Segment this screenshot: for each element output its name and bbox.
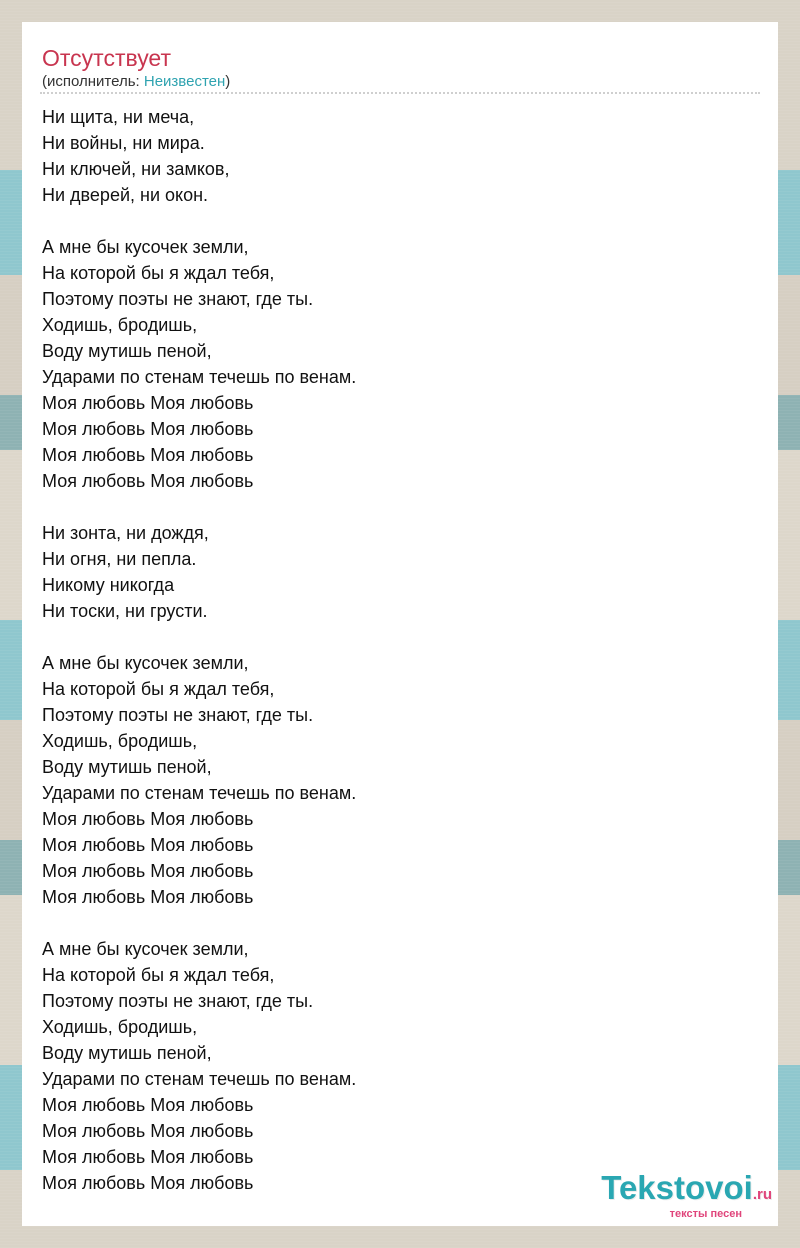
lyric-line: Ни тоски, ни грусти. [42, 601, 208, 621]
lyric-line: Ударами по стенам течешь по венам. [42, 1069, 357, 1089]
lyric-line: Поэтому поэты не знают, где ты. [42, 289, 314, 309]
lyrics-body [42, 104, 758, 1196]
dotted-divider [40, 92, 760, 94]
song-title: Отсутствует [42, 45, 171, 71]
lyric-line: А мне бы кусочек земли, [42, 939, 249, 959]
lyric-line: Моя любовь Моя любовь [42, 887, 254, 907]
stanza-break [42, 494, 758, 520]
lyric-line: Ни войны, ни мира. [42, 133, 205, 153]
lyric-line: На которой бы я ждал тебя, [42, 679, 275, 699]
logo-tagline: тексты песен [669, 1208, 742, 1220]
lyric-line: Ни огня, ни пепла. [42, 549, 197, 569]
lyric-line: Ходишь, бродишь, [42, 1017, 198, 1037]
lyric-line: Моя любовь Моя любовь [42, 861, 254, 881]
logo-wordmark [601, 1171, 772, 1212]
performer-line [42, 72, 230, 92]
stanza-break [42, 910, 758, 936]
lyric-line: На которой бы я ждал тебя, [42, 965, 275, 985]
lyric-line: Моя любовь Моя любовь [42, 419, 254, 439]
performer-name[interactable]: Неизвестен [143, 73, 226, 90]
lyric-line: Воду мутишь пеной, [42, 757, 212, 777]
lyric-line: А мне бы кусочек земли, [42, 653, 249, 673]
lyric-line: Моя любовь Моя любовь [42, 1147, 254, 1167]
lyric-line: Моя любовь Моя любовь [42, 1173, 254, 1193]
lyric-line: На которой бы я ждал тебя, [42, 263, 275, 283]
lyric-line: Никому никогда [42, 575, 175, 595]
lyric-line: Воду мутишь пеной, [42, 1043, 212, 1063]
lyric-line: Ударами по стенам течешь по венам. [42, 783, 357, 803]
logo-main-text: Tekstovoi [601, 1169, 753, 1206]
lyric-line: Моя любовь Моя любовь [42, 1095, 254, 1115]
lyric-line: Ни щита, ни меча, [42, 107, 195, 127]
logo-tld: .ru [752, 1186, 772, 1203]
lyric-line: А мне бы кусочек земли, [42, 237, 249, 257]
lyric-line: Моя любовь Моя любовь [42, 809, 254, 829]
lyric-line: Моя любовь Моя любовь [42, 1121, 254, 1141]
stanza-break [42, 624, 758, 650]
lyric-line: Моя любовь Моя любовь [42, 393, 254, 413]
lyric-line: Ни зонта, ни дождя, [42, 523, 209, 543]
lyric-line: Воду мутишь пеной, [42, 341, 212, 361]
lyric-line: Ходишь, бродишь, [42, 315, 198, 335]
lyric-line: Поэтому поэты не знают, где ты. [42, 991, 314, 1011]
lyric-line: Поэтому поэты не знают, где ты. [42, 705, 314, 725]
lyrics-card [22, 22, 778, 1226]
lyric-line: Моя любовь Моя любовь [42, 445, 254, 465]
lyric-line: Моя любовь Моя любовь [42, 835, 254, 855]
lyric-line: Ни ключей, ни замков, [42, 159, 230, 179]
performer-suffix: ) [225, 73, 231, 90]
stanza-break [42, 208, 758, 234]
performer-prefix: (исполнитель: [42, 73, 144, 90]
lyric-line: Моя любовь Моя любовь [42, 471, 254, 491]
lyric-line: Ударами по стенам течешь по венам. [42, 367, 357, 387]
lyric-line: Ходишь, бродишь, [42, 731, 198, 751]
lyric-line: Ни дверей, ни окон. [42, 185, 209, 205]
site-logo[interactable] [601, 1171, 772, 1220]
